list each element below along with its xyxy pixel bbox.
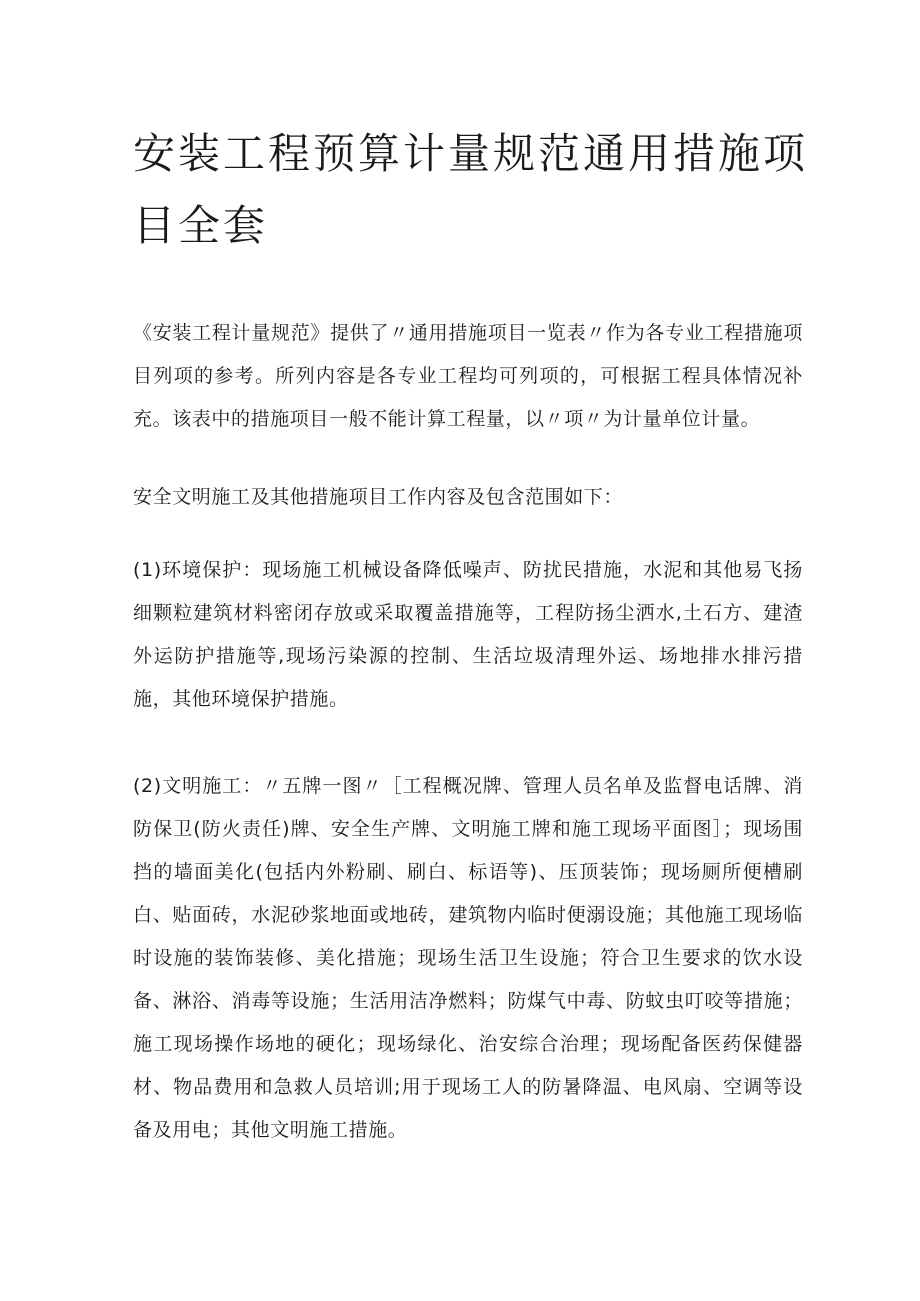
- scope-heading-paragraph: 安全文明施工及其他措施项目工作内容及包含范围如下：: [133, 486, 624, 508]
- intro-paragraph: 《安装工程计量规范》提供了〃通用措施项目一览表〃作为各专业工程措施项目列项的参考。所列内容是各专业工程均可列项的，可根据工程具体情况补充。该表中的措施项目一般不能计算工程量，以〃项〃为计量单位计量。: [133, 322, 803, 430]
- document-title: 安装工程预算计量规范通用措施项目全套: [133, 129, 809, 250]
- civilized-construction-paragraph: (2)文明施工：〃五牌一图〃［工程概况牌、管理人员名单及监督电话牌、消防保卫(防火责任)牌、安全生产牌、文明施工牌和施工现场平面图］；现场围挡的墙面美化(包括内外粉刷、刷白、标语等)、压顶装饰；现场厕所便槽刷白、贴面砖，水泥砂浆地面或地砖，建筑物内临时便溺设施；其他施工现场临时设施的装饰装修、美化措施；现场生活卫生设施；符合卫生要求的饮水设备、淋浴、消毒等设施；生活用洁净燃料；防煤气中毒、防蚊虫叮咬等措施；施工现场操作场地的硬化；现场绿化、治安综合治理；现场配备医药保健器材、物品费用和急救人员培训;用于现场工人的防暑降温、电风扇、空调等设备及用电；其他文明施工措施。: [133, 775, 803, 1141]
- environment-protection-paragraph: (1)环境保护：现场施工机械设备降低噪声、防扰民措施，水泥和其他易飞扬细颗粒建筑材料密闭存放或采取覆盖措施等，工程防扬尘洒水,土石方、建渣外运防护措施等,现场污染源的控制、生活垃圾清理外运、场地排水排污措施，其他环境保护措施。: [133, 559, 803, 710]
